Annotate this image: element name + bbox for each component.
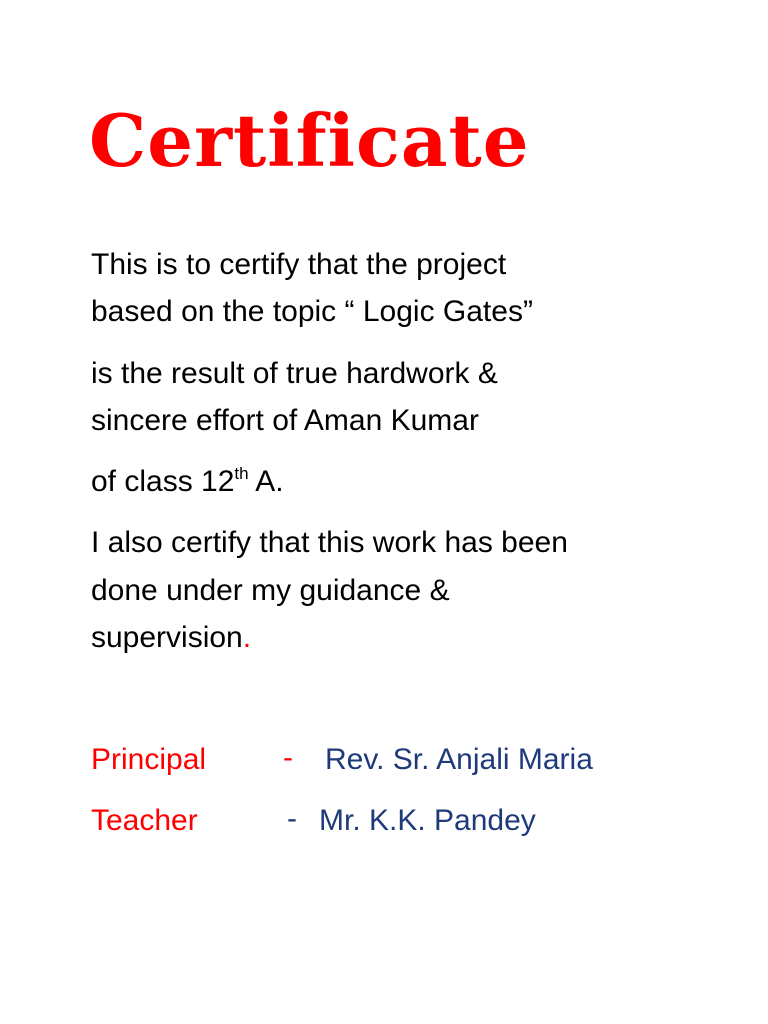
- body-line-1: This is to certify that the project: [91, 248, 507, 281]
- teacher-dash: -: [287, 802, 297, 835]
- class-text: of class 12: [91, 465, 235, 498]
- teacher-name: Mr. K.K. Pandey: [319, 804, 536, 837]
- body-line-7: done under my guidance &: [91, 574, 450, 607]
- class-section: A.: [248, 465, 284, 498]
- principal-dash: -: [283, 741, 293, 774]
- principal-label: Principal: [91, 743, 207, 776]
- body-line-3: is the result of true hardwork &: [91, 357, 498, 390]
- supervision-text: supervision: [91, 621, 243, 654]
- body-line-2: based on the topic “ Logic Gates”: [91, 295, 533, 328]
- body-line-5: [91, 464, 284, 498]
- certificate-title: Certificate: [89, 98, 530, 183]
- body-line-8: [91, 623, 251, 653]
- body-line-4: sincere effort of Aman Kumar: [91, 404, 479, 437]
- principal-name: Rev. Sr. Anjali Maria: [325, 743, 593, 776]
- teacher-label: Teacher: [91, 804, 198, 837]
- body-line-6: I also certify that this work has been: [91, 526, 568, 559]
- class-superscript: th: [234, 464, 249, 483]
- supervision-period: .: [242, 621, 252, 654]
